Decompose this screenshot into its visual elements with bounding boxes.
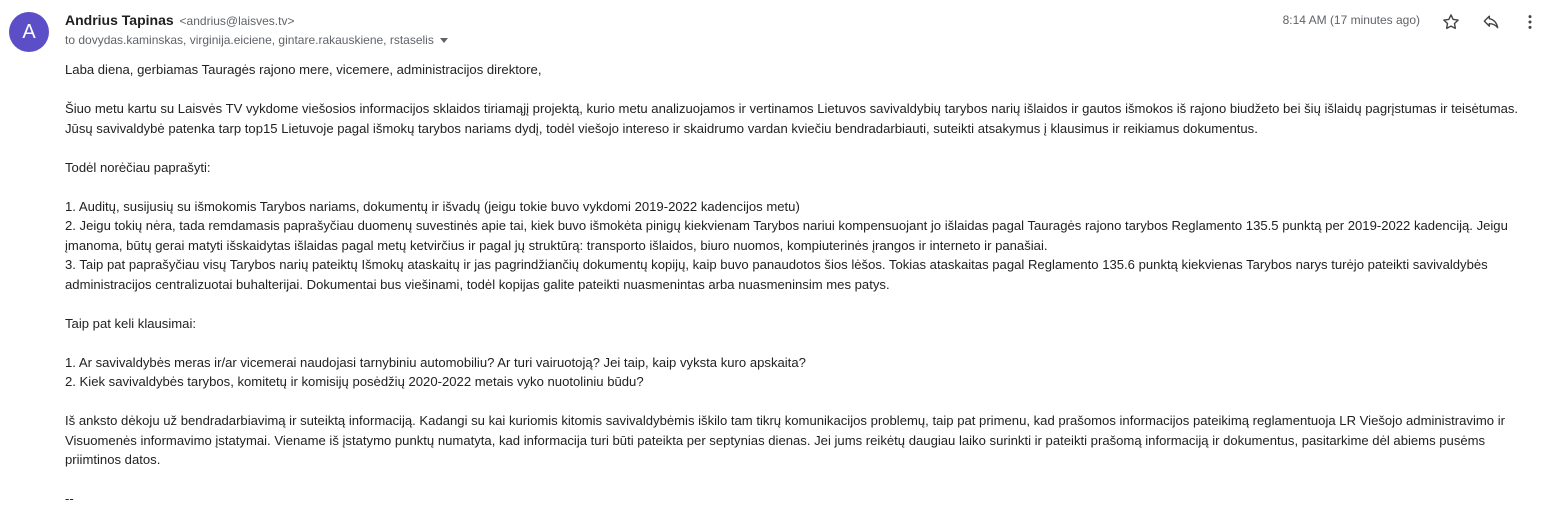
reply-icon[interactable] (1479, 10, 1503, 34)
message-body (65, 60, 1543, 509)
question-item: 2. Kiek savivaldybės tarybos, komitetų ir komisijų posėdžių 2020-2022 metais vyko nuotoliniu būdu? (65, 374, 644, 389)
greeting: Laba diena, gerbiamas Tauragės rajono mere, vicemere, administracijos direktore, (65, 62, 542, 77)
sender-email: <andrius@laisves.tv> (179, 14, 295, 28)
sender-line (65, 12, 294, 28)
sender-name[interactable]: Andrius Tapinas (65, 12, 174, 28)
recipients-line (65, 33, 448, 47)
chevron-down-icon[interactable] (440, 38, 448, 43)
request-intro: Todėl norėčiau paprašyti: (65, 159, 211, 175)
request-item: 2. Jeigu tokių nėra, tada remdamasis paprašyčiau duomenų suvestinės apie tai, kiek buvo išmokėta pinigų kiekvienam Tarybos nariui kompensuojant jo išlaidas pagal Tauragės rajono tarybos Reglamento 135.5 punktą per 2019-2022 kadenciją. Jeigu įmanoma, būtų gerai matyti išskaidytas išlaidas pagal metų ketvirčius ir pagal jų struktūrą: transporto išlaidos, biuro nuomos, kompiuterinės įrangos ir interneto ir panašiai. (65, 218, 1508, 253)
intro-paragraph: Šiuo metu kartu su Laisvės TV vykdome viešosios informacijos sklaidos tiriamąjį projektą, kurio metu analizuojamos ir vertinamos Lietuvos savivaldybių tarybos narių išlaidos ir gautos išmokos iš rajono biudžeto bei šių išlaidų pagrįstumas ir teisėtumas. Jūsų savivaldybė patenka tarp top15 Lietuvoje pagal išmokų tarybos nariams dydį, todėl viešojo intereso ir skaidrumo vardan kviečiu bendradarbiauti, suteikti atsakymus į klausimus ir reikiamus dokumentus. (65, 101, 1519, 136)
request-item: 3. Taip pat paprašyčiau visų Tarybos narių pateiktų Išmokų ataskaitų ir jas pagrindžiančių dokumentų kopijų, kaip buvo panaudotos šios lėšos. Tokias ataskaitas pagal Reglamento 135.6 punktą kiekvienas Tarybos narys turėjo pateikti savivaldybės administracijos centralizuotai buhalterijai. Dokumentai bus viešinami, todėl kopijas galite pateikti nuasmenintas arba nuasmeninsim mes patys. (65, 257, 1488, 292)
request-item: 1. Auditų, susijusių su išmokomis Tarybos nariams, dokumentų ir išvadų (jeigu tokie buvo vykdomi 2019-2022 kadencijos metu) (65, 198, 800, 214)
recipients-list: to dovydas.kaminskas, virginija.eiciene, gintare.rakauskiene, rstaselis (65, 33, 434, 47)
more-vert-icon[interactable] (1518, 10, 1542, 34)
question-item: 1. Ar savivaldybės meras ir/ar vicemerai naudojasi tarnybiniu automobiliu? Ar turi vairuotoją? Jei taip, kaip vyksta kuro apskaita? (65, 354, 806, 370)
closing-paragraph: Iš anksto dėkoju už bendradarbiavimą ir suteiktą informaciją. Kadangi su kai kuriomis kitomis savivaldybėmis iškilo tam tikrų komunikacijos problemų, taip pat primenu, kad prašomos informacijos pateikimą reglamentuoja LR Viešojo administravimo ir Visuomenės informavimo įstatymai. Viename iš įstatymo punktų numatyta, kad informacija turi būti pateikta per septynias dienas. Jei jums reikėtų daugiau laiko surinkti ir pateikti prašomą informaciją ir dokumentus, pasitarkime dėl abiems pusėms priimtinos datos. (65, 413, 1505, 467)
star-icon[interactable] (1439, 10, 1463, 34)
message-timestamp: 8:14 AM (17 minutes ago) (1282, 13, 1420, 27)
avatar[interactable]: A (9, 12, 49, 52)
signature-separator: -- (65, 491, 74, 506)
questions-intro: Taip pat keli klausimai: (65, 315, 196, 331)
